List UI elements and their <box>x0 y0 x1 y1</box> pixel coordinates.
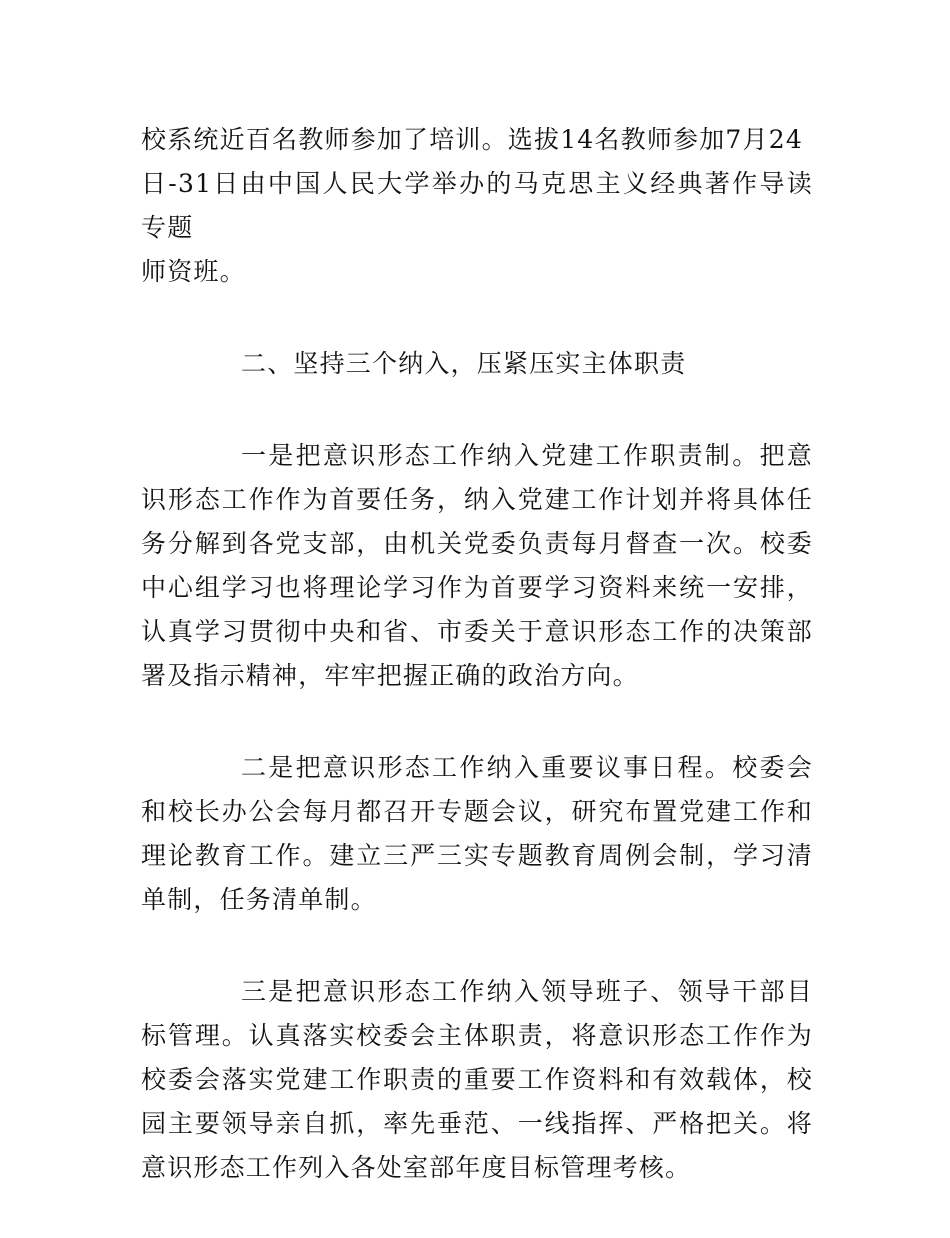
paragraph-3: 三是把意识形态工作纳入领导班子、领导干部目标管理。认真落实校委会主体职责，将意识形态工作作为校委会落实党建工作职责的重要工作资料和有效载体，校园主要领导亲自抓，率先垂范、一线指挥、严格把关。将意识形态工作列入各处室部年度目标管理考核。 <box>141 977 813 1182</box>
section-heading: 二、坚持三个纳入，压紧压实主体职责 <box>241 349 687 378</box>
continuation-line-2: 日-31日由中国人民大学举办的马克思主义经典著作导读专题 <box>141 169 813 242</box>
continuation-line-3: 师资班。 <box>141 257 246 286</box>
paragraph-1: 一是把意识形态工作纳入党建工作职责制。把意识形态工作作为首要任务，纳入党建工作计划并将具体任务分解到各党支部，由机关党委负责每月督查一次。校委中心组学习也将理论学习作为首要学习资料来统一安排，认真学习贯彻中央和省、市委关于意识形态工作的决策部署及指示精神，牢牢把握正确的政治方向。 <box>141 441 813 690</box>
document-page <box>141 118 813 1238</box>
continuation-line-1: 校系统近百名教师参加了培训。选拔14名教师参加7月24 <box>141 125 803 154</box>
continuation-paragraph <box>141 118 813 294</box>
paragraph-2: 二是把意识形态工作纳入重要议事日程。校委会和校长办公会每月都召开专题会议，研究布置党建工作和理论教育工作。建立三严三实专题教育周例会制，学习清单制，任务清单制。 <box>141 753 813 914</box>
